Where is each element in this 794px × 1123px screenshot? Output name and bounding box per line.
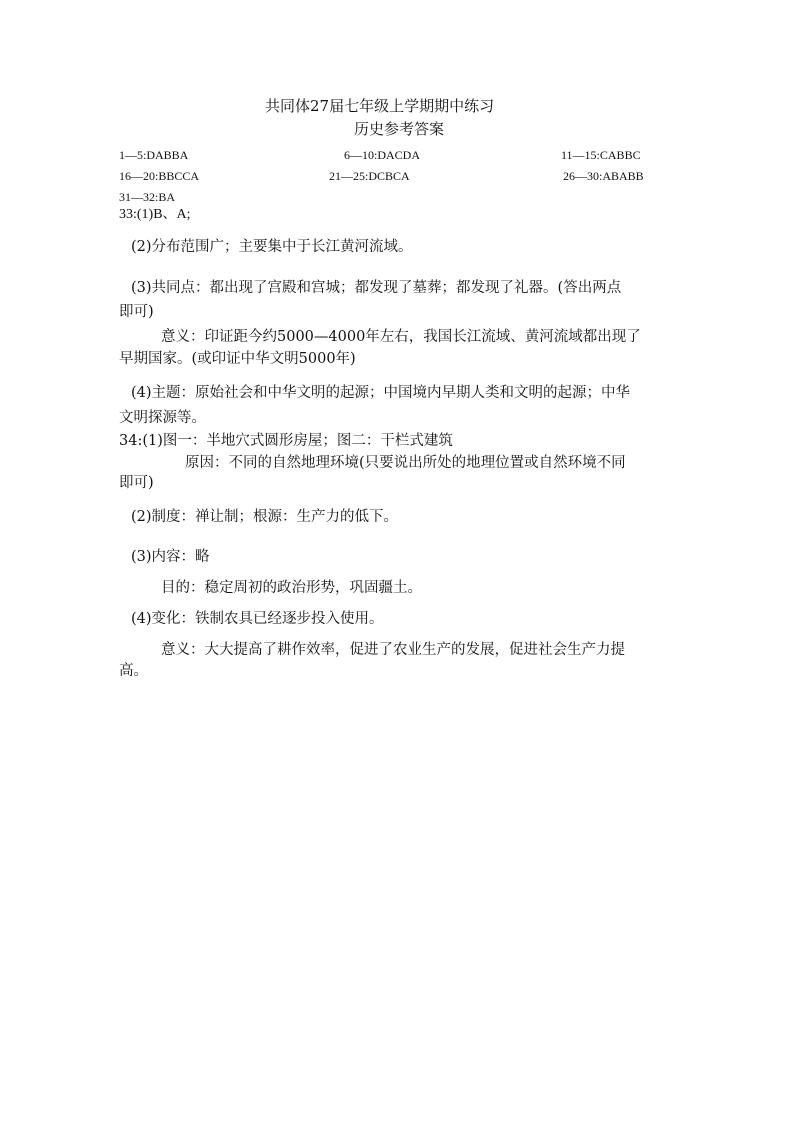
mc-answer-11-15: 11—15:CABBC: [561, 148, 641, 162]
q33-part3-meaning-line2: 早期国家。(或印证中华文明5000年): [119, 351, 356, 367]
q33-part3-line2: 即可): [119, 304, 154, 320]
q34-part1: 34:(1)图一：半地穴式圆形房屋；图二：干栏式建筑: [119, 433, 453, 449]
q34-part1-reason-line2: 即可): [119, 475, 154, 491]
mc-answer-31-32: 31—32:BA: [119, 190, 176, 204]
q34-part3-purpose: 目的：稳定周初的政治形势，巩固疆土。: [161, 580, 422, 596]
q33-part2: (2)分布范围广；主要集中于长江黄河流域。: [131, 239, 413, 255]
mc-answer-6-10: 6—10:DACDA: [344, 148, 421, 162]
q34-part1-reason-line1: 原因：不同的自然地理环境(只要说出所处的地理位置或自然环境不同: [185, 455, 626, 471]
q33-part4-line1: (4)主题：原始社会和中华文明的起源；中国境内早期人类和文明的起源；中华: [131, 385, 631, 401]
mc-answer-21-25: 21—25:DCBCA: [329, 169, 410, 183]
page-subtitle: 历史参考答案: [354, 120, 445, 138]
q33-part3-meaning-line1: 意义：印证距今约5000—4000年左右，我国长江流域、黄河流域都出现了: [161, 329, 641, 345]
q34-part3: (3)内容：略: [131, 549, 210, 565]
q33-part3-line1: (3)共同点：都出现了宫殿和宫城；都发现了墓葬；都发现了礼器。(答出两点: [131, 280, 622, 296]
page-title: 共同体27届七年级上学期期中练习: [265, 97, 495, 115]
q33-part1: 33:(1)B、A;: [119, 207, 191, 222]
mc-answer-16-20: 16—20:BBCCA: [119, 169, 200, 183]
q34-part4-meaning-line1: 意义：大大提高了耕作效率，促进了农业生产的发展，促进社会生产力提: [161, 642, 625, 658]
q34-part4-meaning-line2: 高。: [119, 663, 148, 679]
q34-part2: (2)制度：禅让制；根源：生产力的低下。: [131, 509, 399, 525]
mc-answer-1-5: 1—5:DABBA: [119, 148, 189, 162]
q34-part4: (4)变化：铁制农具已经逐步投入使用。: [131, 611, 384, 627]
mc-answer-26-30: 26—30:ABABB: [563, 169, 644, 183]
q33-part4-line2: 文明探源等。: [119, 410, 206, 426]
